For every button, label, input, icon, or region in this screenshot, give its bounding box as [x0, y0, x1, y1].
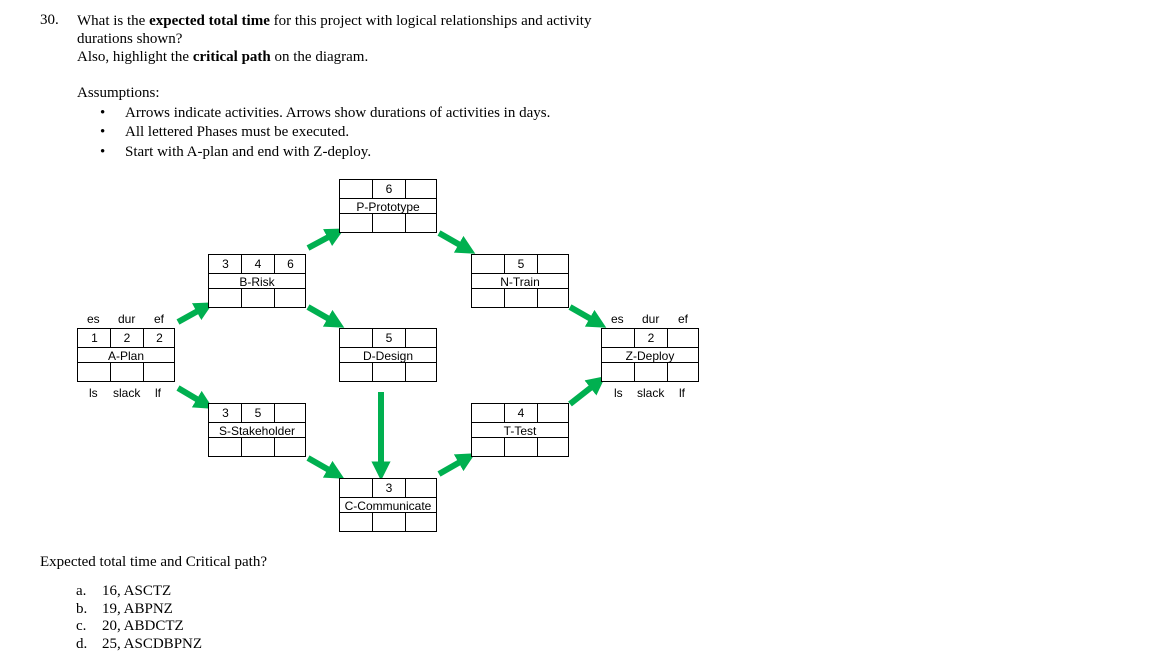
node-name: S-Stakeholder [218, 424, 296, 438]
legend-es: es [87, 312, 100, 326]
node-z-deploy: 2 Z-Deploy [601, 328, 699, 382]
legend-lf: lf [679, 386, 685, 400]
legend-dur: dur [642, 312, 660, 326]
node-name: B-Risk [239, 275, 275, 289]
node-name: D-Design [362, 349, 413, 363]
node-name: N-Train [500, 275, 540, 289]
arrow-a-to-b [178, 307, 205, 322]
arrow-b-to-p [308, 233, 336, 248]
legend-ls: ls [614, 386, 623, 400]
node-p-prototype: 6 P-Prototype [339, 179, 437, 233]
node-d-design: 5 D-Design [339, 328, 437, 382]
node-t-test: 4 T-Test [471, 403, 569, 457]
node-name: T-Test [503, 424, 537, 438]
legend-dur: dur [118, 312, 136, 326]
legend-ef: ef [678, 312, 689, 326]
question-line-2: durations shown? [77, 31, 183, 47]
node-b-risk: 3 4 6 B-Risk [208, 254, 306, 308]
node-s-stakeholder: 3 5 S-Stakeholder [208, 403, 306, 457]
node-name: C-Communicate [344, 499, 432, 513]
node-name: Z-Deploy [625, 349, 675, 363]
node-name: P-Prototype [356, 200, 420, 214]
legend-ef: ef [154, 312, 165, 326]
node-a-plan: 1 2 2 A-Plan [77, 328, 175, 382]
arrow-c-to-t [439, 458, 467, 474]
arrow-n-to-z [570, 307, 598, 323]
answer-prompt: Expected total time and Critical path? [40, 554, 267, 570]
question-bold-critical-path: critical path [192, 49, 271, 65]
legend-slack: slack [113, 386, 141, 400]
legend-slack: slack [637, 386, 665, 400]
legend-ls: ls [89, 386, 98, 400]
question-bold-expected-total-time: expected total time [149, 13, 270, 29]
arrow-t-to-z [570, 382, 598, 404]
node-c-communicate: 3 C-Communicate [339, 478, 437, 532]
arrow-a-to-s [178, 388, 205, 404]
question-line-3: Also, highlight the critical path on the diagram. [77, 49, 369, 65]
assumptions-heading: Assumptions: [77, 85, 160, 101]
node-name: A-Plan [107, 349, 145, 363]
question-number: 30. [40, 12, 59, 28]
legend-lf: lf [155, 386, 161, 400]
arrow-s-to-c [308, 458, 336, 474]
question-line-1: What is the expected total time for this project with logical relationships and activity [77, 13, 592, 29]
arrow-p-to-n [439, 233, 467, 249]
node-n-train: 5 N-Train [471, 254, 569, 308]
arrow-b-to-d [308, 307, 336, 323]
legend-es: es [611, 312, 624, 326]
